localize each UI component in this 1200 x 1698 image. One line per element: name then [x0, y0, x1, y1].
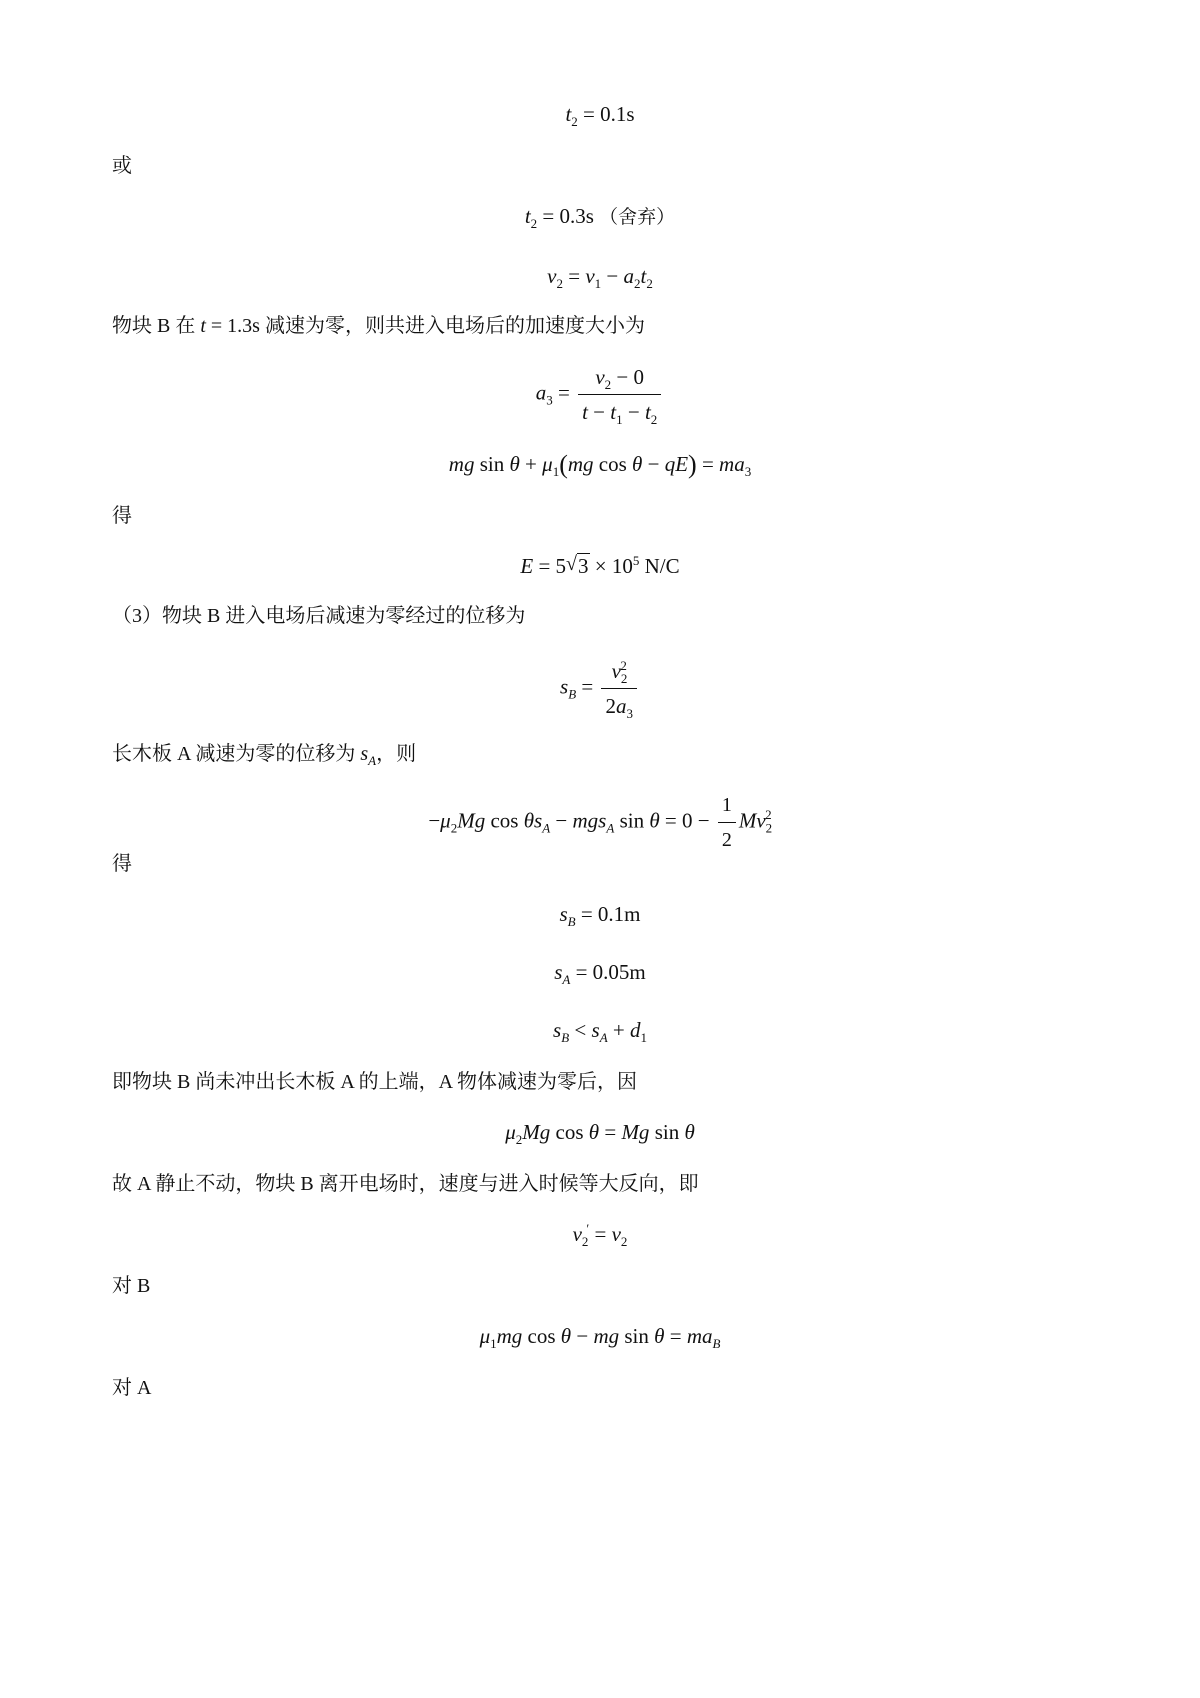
equation-t2-0.1s: $t_2 = 0.1s$: [565, 102, 635, 130]
text-for-A: 对 A: [112, 1377, 152, 1399]
fraction-sB: $\frac{v_2^2}{2a_3}$: [601, 656, 637, 721]
text-fragment: 长木板 A 减速为零的位移为: [112, 743, 361, 765]
text-not-out: 即物块 B 尚未冲出长木板 A 的上端，A 物体减速为零后，因: [112, 1071, 638, 1093]
text-fragment: 物块 B 在: [112, 315, 201, 337]
equation-v2-prime: $v_2' = v_2$: [572, 1221, 628, 1250]
fraction-a3: $\frac{v_2 - 0}{t - t_1 - t_2}$: [578, 362, 661, 427]
equation-compare: $s_B < s_A + d_1$: [553, 1018, 647, 1046]
text-boardA: 长木板 A 减速为零的位移为 $s_A$，则: [112, 743, 417, 768]
equation-sB-value: $s_B = 0.1m$: [559, 902, 641, 930]
equation-B-accel: $\mu_1mg$ cos θ − mg $\sin \theta = ma_B$: [479, 1324, 721, 1352]
equation-a3: $a_3$ = $\frac{v_2 - 0}{t - t_1 - t_2}$: [0, 362, 1200, 427]
text-blockB-stop: 物块 B 在 t = 1.3s 减速为零，则共进入电场后的加速度大小为: [112, 315, 645, 337]
text-de-2: 得: [112, 853, 132, 875]
discard-note: （舍弃）: [599, 207, 676, 228]
equation-force-balance: mg $\sin \theta + \mu_1(mg$ $\cos \theta - qE) = ma_3$: [448, 450, 752, 480]
fraction-half: $\frac{1}{2}$: [718, 790, 736, 855]
text-part3: （3）物块 B 进入电场后减速为零经过的位移为: [112, 605, 526, 627]
equation-sA-value: $s_A = 0.05m$: [554, 960, 646, 988]
equation-sB: $s_B$ = $\frac{v_2^2}{2a_3}$: [0, 656, 1200, 721]
equation-energy: $-\mu_2Mg$ $\cos \theta s_A - mgs_A$ sin θ = 0 − $\frac{1}{2}$ $Mv_2^2$: [0, 790, 1200, 855]
text-fragment: 减速为零，则共进入电场后的加速度大小为: [259, 315, 645, 337]
text-de-1: 得: [112, 505, 132, 527]
text-static-A: 故 A 静止不动，物块 B 离开电场时，速度与进入时候等大反向，即: [112, 1173, 699, 1195]
text-for-B: 对 B: [112, 1275, 151, 1297]
equation-t2-0.3s: $t_2 = 0.3s$ （舍弃）: [524, 204, 676, 232]
equation-E: E = 5 √ $3 \times 10^5$ N/C: [520, 553, 680, 578]
equation-v2: $v_2 = v_1 - a_2t_2$: [547, 264, 653, 292]
text-or: 或: [112, 155, 132, 177]
equation-static: $\mu_2Mg$ cos θ = Mg sin θ: [505, 1120, 695, 1148]
text-fragment: ，则: [376, 743, 417, 765]
